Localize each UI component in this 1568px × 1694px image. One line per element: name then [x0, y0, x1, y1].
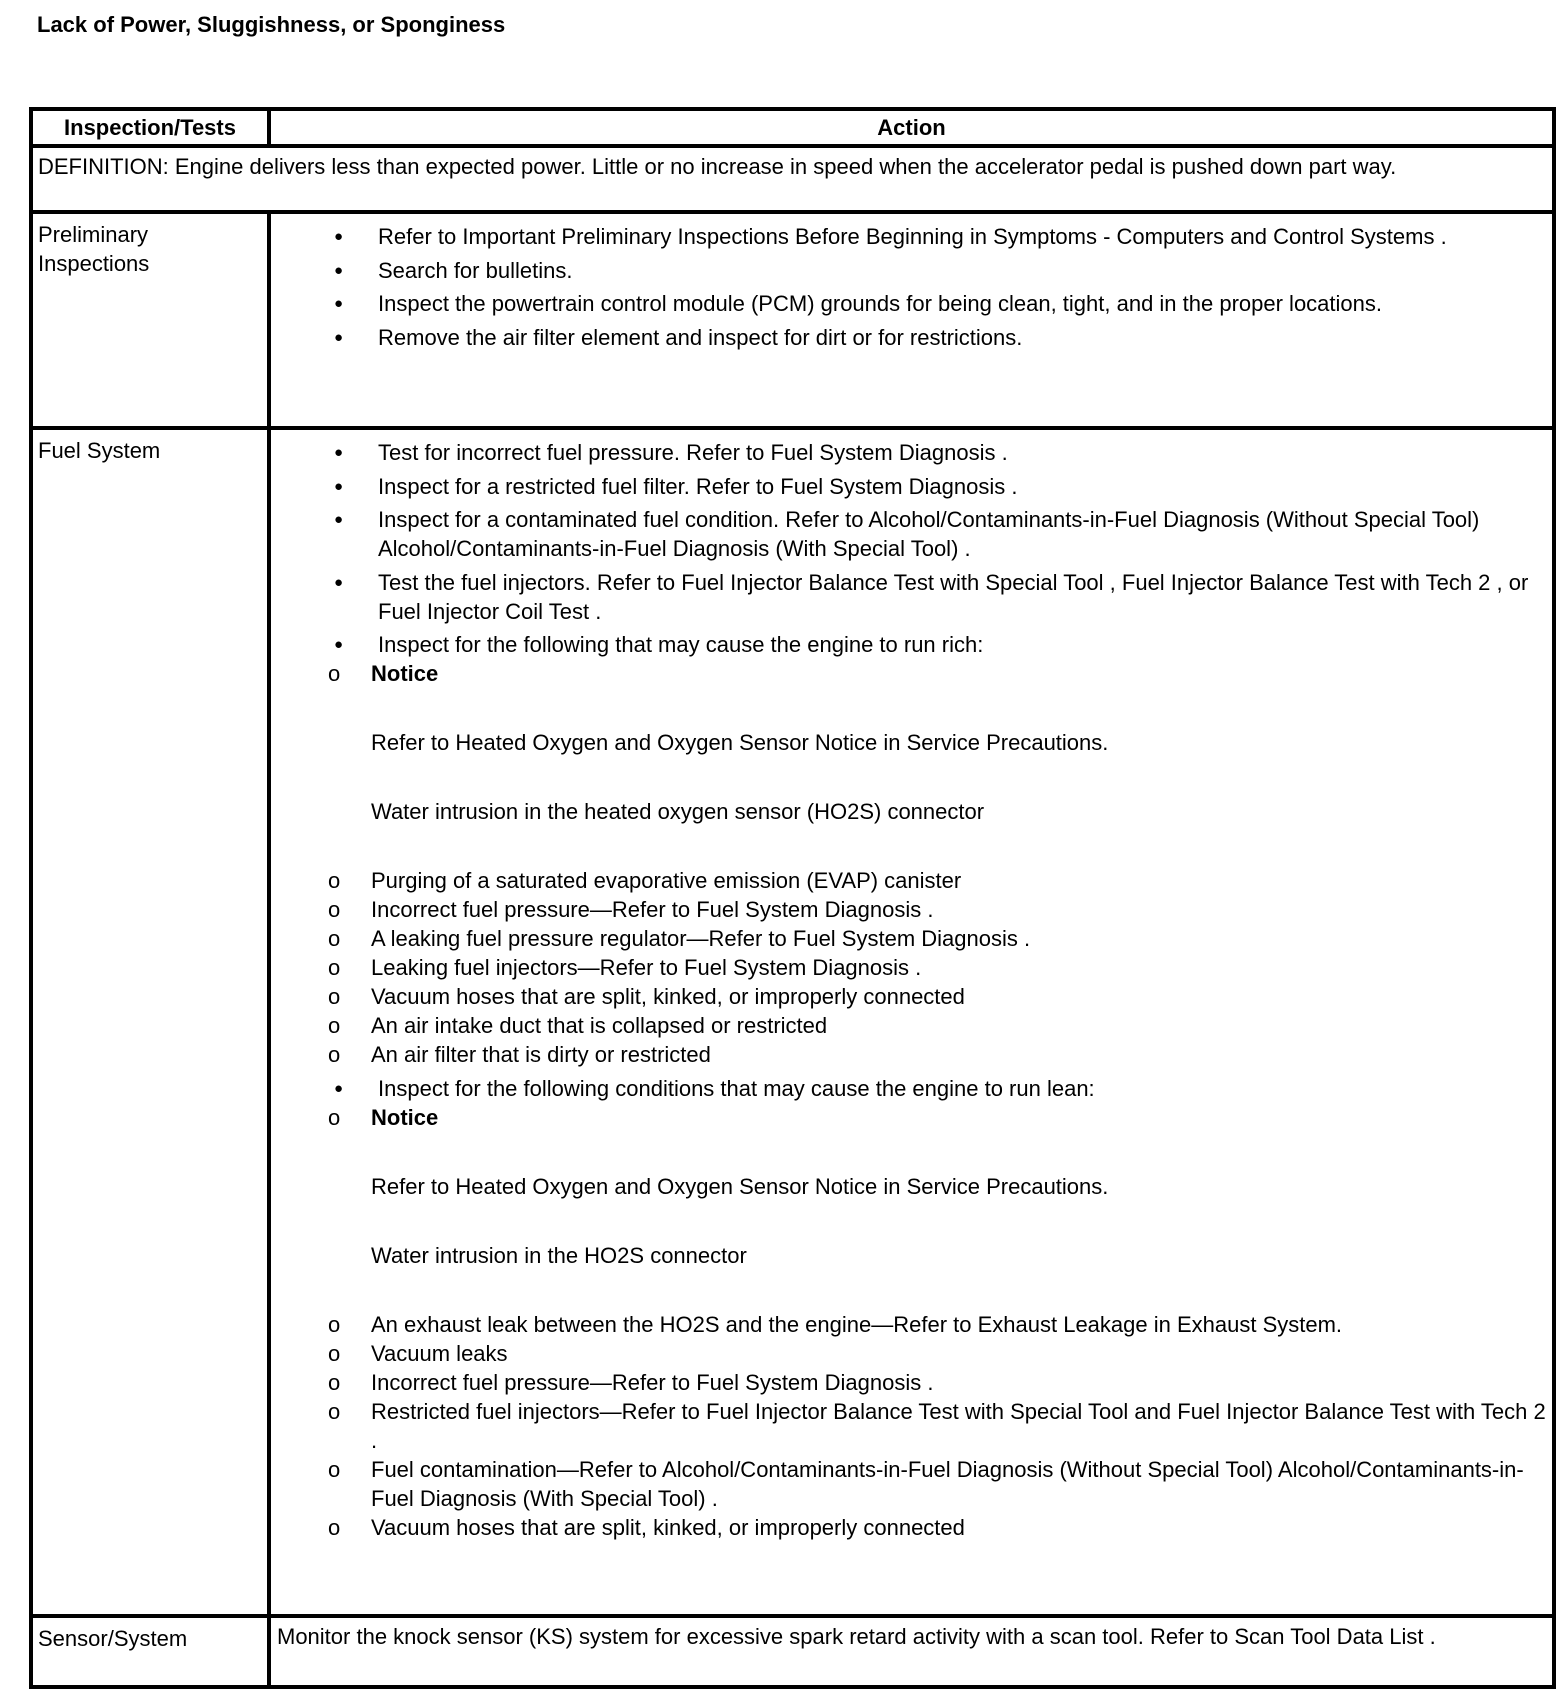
list-item-text: Refer to Important Preliminary Inspections Before Beginning in Symptoms - Computers and Control Systems . — [378, 224, 1447, 249]
circle-bullet-icon: o — [328, 1398, 341, 1424]
list-item — [271, 472, 1546, 501]
sub-item-text: An air filter that is dirty or restricted — [371, 1042, 711, 1067]
notice-title: Notice — [371, 1104, 439, 1130]
sub-list-item — [271, 982, 1546, 1011]
list-item-text: Inspect for the following that may cause the engine to run rich: — [378, 632, 984, 657]
header-row — [31, 109, 1554, 146]
bullet-icon: ● — [334, 1079, 344, 1097]
circle-bullet-icon: o — [328, 1340, 341, 1366]
bullet-icon: ● — [334, 261, 344, 279]
circle-bullet-icon: o — [328, 1456, 341, 1482]
row-label: Sensor/System — [31, 1616, 269, 1687]
sub-list-item — [271, 1310, 1546, 1339]
circle-bullet-icon: o — [328, 868, 341, 893]
list-item — [271, 505, 1546, 563]
sub-item-text: An exhaust leak between the HO2S and the engine—Refer to Exhaust Leakage in Exhaust System. — [371, 1311, 1343, 1337]
circle-bullet-icon: o — [328, 1042, 341, 1067]
notice-title: Notice — [371, 661, 439, 686]
sub-list-item — [271, 1339, 1546, 1368]
notice-paragraph: Water intrusion in the heated oxygen sensor (HO2S) connector — [371, 799, 985, 824]
sub-item-text: Restricted fuel injectors—Refer to Fuel Injector Balance Test with Special Tool and Fuel Injector Balance Test with Tech 2 . — [371, 1398, 1546, 1453]
bullet-icon: ● — [334, 295, 344, 312]
sub-item-text: Incorrect fuel pressure—Refer to Fuel System Diagnosis . — [371, 1369, 934, 1395]
sub-item-text: Purging of a saturated evaporative emission (EVAP) canister — [371, 868, 962, 893]
list-item — [271, 438, 1546, 467]
bullet-icon: ● — [334, 573, 344, 591]
row-label: Fuel System — [31, 428, 269, 1616]
action-cell: Monitor the knock sensor (KS) system for excessive spark retard activity with a scan tool. Refer to Scan Tool Data List . — [269, 1616, 1554, 1687]
list-item — [271, 568, 1546, 626]
list-item-text: Inspect for a restricted fuel filter. Refer to Fuel System Diagnosis . — [378, 473, 1018, 499]
circle-bullet-icon: o — [328, 897, 341, 922]
sub-list — [328, 1103, 1546, 1542]
diagnosis-table — [29, 107, 1556, 1689]
notice-paragraph: Water intrusion in the HO2S connector — [371, 1242, 747, 1268]
bullet-icon: ● — [334, 477, 344, 495]
table-row — [31, 212, 1554, 428]
bullet-icon: ● — [334, 511, 344, 528]
notice-paragraph: Refer to Heated Oxygen and Oxygen Sensor Notice in Service Precautions. — [371, 730, 1109, 755]
definition-text: DEFINITION: Engine delivers less than expected power. Little or no increase in speed when the accelerator pedal is pushed down part way. — [31, 146, 1554, 212]
sub-item-text: Vacuum hoses that are split, kinked, or improperly connected — [371, 1514, 965, 1540]
sub-list-item — [271, 1040, 1546, 1069]
circle-bullet-icon: o — [328, 1514, 341, 1540]
page-title: Lack of Power, Sluggishness, or Sponginess — [37, 12, 506, 37]
circle-bullet-icon: o — [328, 955, 341, 980]
circle-bullet-icon: o — [328, 1104, 341, 1130]
circle-bullet-icon: o — [328, 661, 341, 686]
circle-bullet-icon: o — [328, 984, 341, 1009]
bullet-icon: ● — [334, 228, 344, 245]
list-item — [271, 289, 1546, 318]
sub-item-text: Fuel contamination—Refer to Alcohol/Contaminants-in-Fuel Diagnosis (Without Special Tool) Alcohol/Contaminants-in-Fuel Diagnosis (With Special Tool) . — [371, 1456, 1524, 1511]
header-inspection-tests: Inspection/Tests — [31, 109, 269, 146]
sub-list-item — [271, 924, 1546, 953]
bullet-icon: ● — [334, 328, 344, 346]
sub-list-item — [271, 1455, 1546, 1513]
list-item-text: Inspect the powertrain control module (PCM) grounds for being clean, tight, and in the proper locations. — [378, 291, 1382, 316]
notice-paragraph: Refer to Heated Oxygen and Oxygen Sensor Notice in Service Precautions. — [371, 1173, 1109, 1199]
circle-bullet-icon: o — [328, 1013, 341, 1038]
list-item-text: Search for bulletins. — [378, 257, 573, 283]
circle-bullet-icon: o — [328, 1311, 341, 1337]
sub-item-text: Vacuum leaks — [371, 1340, 508, 1366]
sub-list — [328, 659, 1546, 1069]
list-item — [271, 256, 1546, 285]
sub-item-text: A leaking fuel pressure regulator—Refer to Fuel System Diagnosis . — [371, 926, 1031, 951]
sub-list-item — [271, 1011, 1546, 1040]
row-label: Preliminary Inspections — [31, 212, 269, 428]
sub-item-text: Leaking fuel injectors—Refer to Fuel System Diagnosis . — [371, 955, 922, 980]
bullet-icon: ● — [334, 444, 344, 461]
sub-list-item — [271, 866, 1546, 895]
circle-bullet-icon: o — [328, 1369, 341, 1395]
list-item — [271, 222, 1546, 251]
list-item — [271, 630, 1546, 1069]
table-row — [31, 428, 1554, 1616]
notice-item — [271, 1103, 1546, 1270]
sub-list-item — [271, 1368, 1546, 1397]
sub-list-item — [271, 1513, 1546, 1542]
sub-list-item — [271, 1397, 1546, 1455]
sub-list-item — [271, 953, 1546, 982]
notice-item — [271, 659, 1546, 826]
table-row — [31, 1616, 1554, 1687]
list-item-text: Inspect for the following conditions that may cause the engine to run lean: — [378, 1075, 1095, 1101]
sub-list-item — [271, 895, 1546, 924]
circle-bullet-icon: o — [328, 926, 341, 951]
sub-item-text: Incorrect fuel pressure—Refer to Fuel System Diagnosis . — [371, 897, 934, 922]
action-cell — [269, 212, 1554, 428]
bullet-icon: ● — [334, 636, 344, 653]
action-cell — [269, 428, 1554, 1616]
list-item-text: Inspect for a contaminated fuel condition. Refer to Alcohol/Contaminants-in-Fuel Diagnosis (Without Special Tool) Alcohol/Contaminants-in-Fuel Diagnosis (With Special Tool) . — [378, 507, 1480, 561]
header-action: Action — [269, 109, 1554, 146]
list-item-text: Remove the air filter element and inspect for dirt or for restrictions. — [378, 324, 1023, 350]
list-item-text: Test the fuel injectors. Refer to Fuel Injector Balance Test with Special Tool , Fuel Injector Balance Test with Tech 2 , or Fuel Injector Coil Test . — [378, 569, 1529, 624]
sub-item-text: An air intake duct that is collapsed or restricted — [371, 1013, 828, 1038]
list-item — [271, 323, 1546, 352]
sub-item-text: Vacuum hoses that are split, kinked, or improperly connected — [371, 984, 965, 1009]
list-item — [271, 1074, 1546, 1542]
definition-row — [31, 146, 1554, 212]
list-item-text: Test for incorrect fuel pressure. Refer to Fuel System Diagnosis . — [378, 440, 1008, 465]
